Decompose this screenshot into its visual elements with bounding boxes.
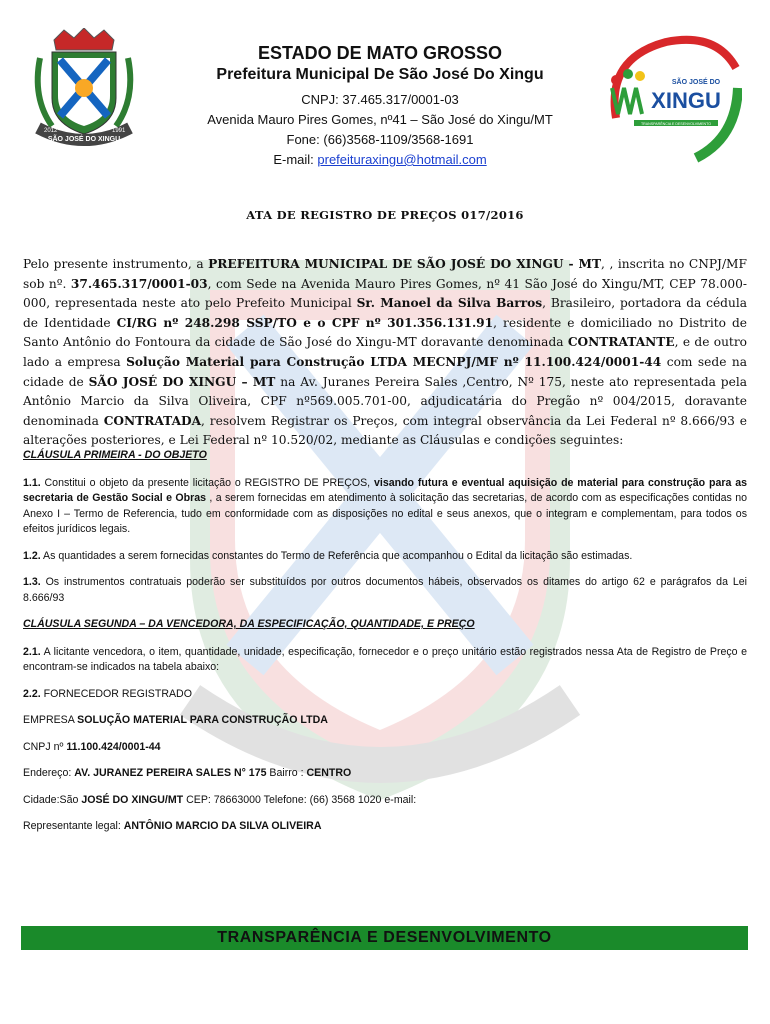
intro-text: , resolvem Registrar os Preços, com integral observância da Lei Federal nº 8.666/93 e alterações posteriores, e Lei Federal nº 10.520/02, mediante as Cláusulas e condições seguintes: xyxy=(23,413,747,448)
paragraph-text: , a serem fornecidas em atendimento à solicitação das secretarias, de acordo com as especificações contidas no Anexo I – Termo de Referencia, tudo em conformidade com as disposições no edital e seus anexos, que o integram e complementam, para todos os efeitos jurídicos legais. xyxy=(23,492,748,535)
document-body xyxy=(23,448,747,846)
intro-bold: CI/RG nº 248.298 SSP/TO e o CPF nº 301.356.131.91 xyxy=(116,315,494,330)
paragraph-1-3 xyxy=(23,575,747,606)
paragraph-2-1 xyxy=(23,645,747,676)
paragraph-bold: visando futura e eventual aquisição de material para construção para as secretaria de Gestão Social e Obras xyxy=(23,476,748,504)
field-label: CEP: 78663000 Telefone: (66) 3568 1020 e-mail: xyxy=(183,793,417,806)
intro-text: com sede na cidade de xyxy=(23,354,747,389)
intro-paragraph xyxy=(23,255,747,451)
supplier-representative xyxy=(23,819,747,835)
intro-text: , Brasileiro, portadora da cédula de Identidade xyxy=(23,296,747,330)
field-value: AV. JURANEZ PEREIRA SALES N° 175 xyxy=(74,767,267,779)
state-name: ESTADO DE MATO GROSSO xyxy=(257,43,503,63)
paragraph-number: 1.1. xyxy=(23,476,41,489)
header-address: Avenida Mauro Pires Gomes, nº41 – São José do Xingu/MT xyxy=(207,112,553,127)
intro-text: , com Sede na Avenida Mauro Pires Gomes, nº 41 São José do Xingu/MT, CEP 78.000-000, representada neste ato pelo Prefeito Municipal xyxy=(23,276,747,311)
field-label: CNPJ nº xyxy=(23,740,67,753)
intro-bold: 37.465.317/0001-03 xyxy=(70,276,208,291)
intro-text: Pelo presente instrumento, a xyxy=(23,257,209,271)
supplier-city xyxy=(23,793,747,809)
intro-text: na Av. Juranes Pereira Sales ,Centro, Nº 175, neste ato representada pela Antônio Marcio da Silva Oliveira, CPF nº569.005.701-00, adjudicatária do Pregão nº 004/2015, doravante denominada xyxy=(23,374,747,428)
intro-bold: PREFEITURA MUNICIPAL DE SÃO JOSÉ DO XINGU - MT xyxy=(208,257,602,271)
paragraph-1-1 xyxy=(23,476,747,538)
crest-year-left: 2012 xyxy=(44,128,58,134)
paragraph-2-2 xyxy=(23,687,747,703)
field-value: ANTÔNIO MARCIO DA SILVA OLIVEIRA xyxy=(123,820,322,832)
intro-bold: SÃO JOSÉ DO XINGU – MT xyxy=(88,374,276,389)
field-label: Endereço: xyxy=(23,767,75,779)
header-email-line xyxy=(150,150,610,170)
supplier-cnpj xyxy=(23,740,747,756)
supplier-company xyxy=(23,713,747,729)
paragraph-number: 1.3. xyxy=(23,576,41,588)
intro-bold: CONTRATANTE xyxy=(567,335,675,350)
paragraph-text: Os instrumentos contratuais poderão ser substituídos por outros documentos hábeis, observados os ditames do artigo 62 e parágrafos da Lei 8.666/93 xyxy=(23,576,747,604)
clause-one-heading: CLÁUSULA PRIMEIRA - DO OBJETO xyxy=(23,449,207,461)
supplier-address xyxy=(23,766,747,782)
field-label: Cidade:São xyxy=(23,793,82,806)
paragraph-text: Constitui o objeto da presente licitação o REGISTRO DE PREÇOS, xyxy=(40,476,374,489)
field-label: EMPRESA xyxy=(23,714,78,726)
intro-bold: Sr. Manoel da Silva Barros xyxy=(356,296,543,311)
paragraph-number: 1.2. xyxy=(23,549,41,562)
intro-text: , residente e domiciliado no Distrito de Santo Antônio do Fontoura da cidade de São José do Xingu-MT doravante denominada xyxy=(23,315,747,350)
crest-motto: SÃO JOSÉ DO XINGU xyxy=(47,136,121,143)
document-title: ATA DE REGISTRO DE PREÇOS 017/2016 xyxy=(246,208,524,222)
field-value: 11.100.424/0001-44 xyxy=(66,740,161,753)
paragraph-text: As quantidades a serem fornecidas constantes do Termo de Referência que acompanhou o Edital da licitação são estimadas. xyxy=(40,549,633,562)
paragraph-text: FORNECEDOR REGISTRADO xyxy=(40,687,192,700)
logo-tagline: TRANSPARÊNCIA E DESENVOLVIMENTO xyxy=(640,122,712,126)
intro-text: , e de outro lado a empresa xyxy=(23,335,747,369)
municipal-crest-image xyxy=(28,28,140,148)
prefecture-name: Prefeitura Municipal De São José Do Xingu xyxy=(216,66,544,83)
clause-two-heading: CLÁUSULA SEGUNDA – DA VENCEDORA, DA ESPECIFICAÇÃO, QUANTIDADE, E PREÇO xyxy=(23,618,475,630)
email-link[interactable]: prefeituraxingu@hotmail.com xyxy=(317,152,487,167)
logo-main-text: XINGU xyxy=(651,88,721,113)
paragraph-text: A licitante vencedora, o item, quantidade, unidade, especificação, fornecedor e o preço unitário estão registrados nessa Ata de Registro de Preço e encontram-se indicados na tabela abaixo: xyxy=(23,645,747,673)
email-label: E-mail: xyxy=(273,152,318,167)
field-label: Representante legal: xyxy=(23,820,124,832)
intro-bold: CONTRATADA xyxy=(103,413,202,428)
logo-top-text: SÃO JOSÉ DO xyxy=(671,79,721,86)
paragraph-number: 2.1. xyxy=(23,645,41,658)
field-label: Bairro : xyxy=(266,767,307,779)
letterhead xyxy=(150,42,610,170)
field-value: SOLUÇÃO MATERIAL PARA CONSTRUÇÃO LTDA xyxy=(77,714,328,726)
intro-text: , , inscrita no CNPJ/MF sob nº. xyxy=(23,257,747,291)
footer-banner xyxy=(21,926,748,950)
paragraph-number: 2.2. xyxy=(23,687,41,700)
header-phone: Fone: (66)3568-1109/3568-1691 xyxy=(286,132,474,147)
xingu-logo-image xyxy=(596,28,742,168)
header-cnpj: CNPJ: 37.465.317/0001-03 xyxy=(301,92,459,107)
paragraph-1-2 xyxy=(23,549,747,565)
field-value: JOSÉ DO XINGU/MT xyxy=(81,793,184,806)
intro-bold: Solução Material para Construção LTDA MECNPJ/MF nº 11.100.424/0001-44 xyxy=(126,354,662,369)
footer-text: TRANSPARÊNCIA E DESENVOLVIMENTO xyxy=(217,929,552,946)
crest-year-right: 1991 xyxy=(112,128,126,134)
field-value: CENTRO xyxy=(306,767,352,779)
